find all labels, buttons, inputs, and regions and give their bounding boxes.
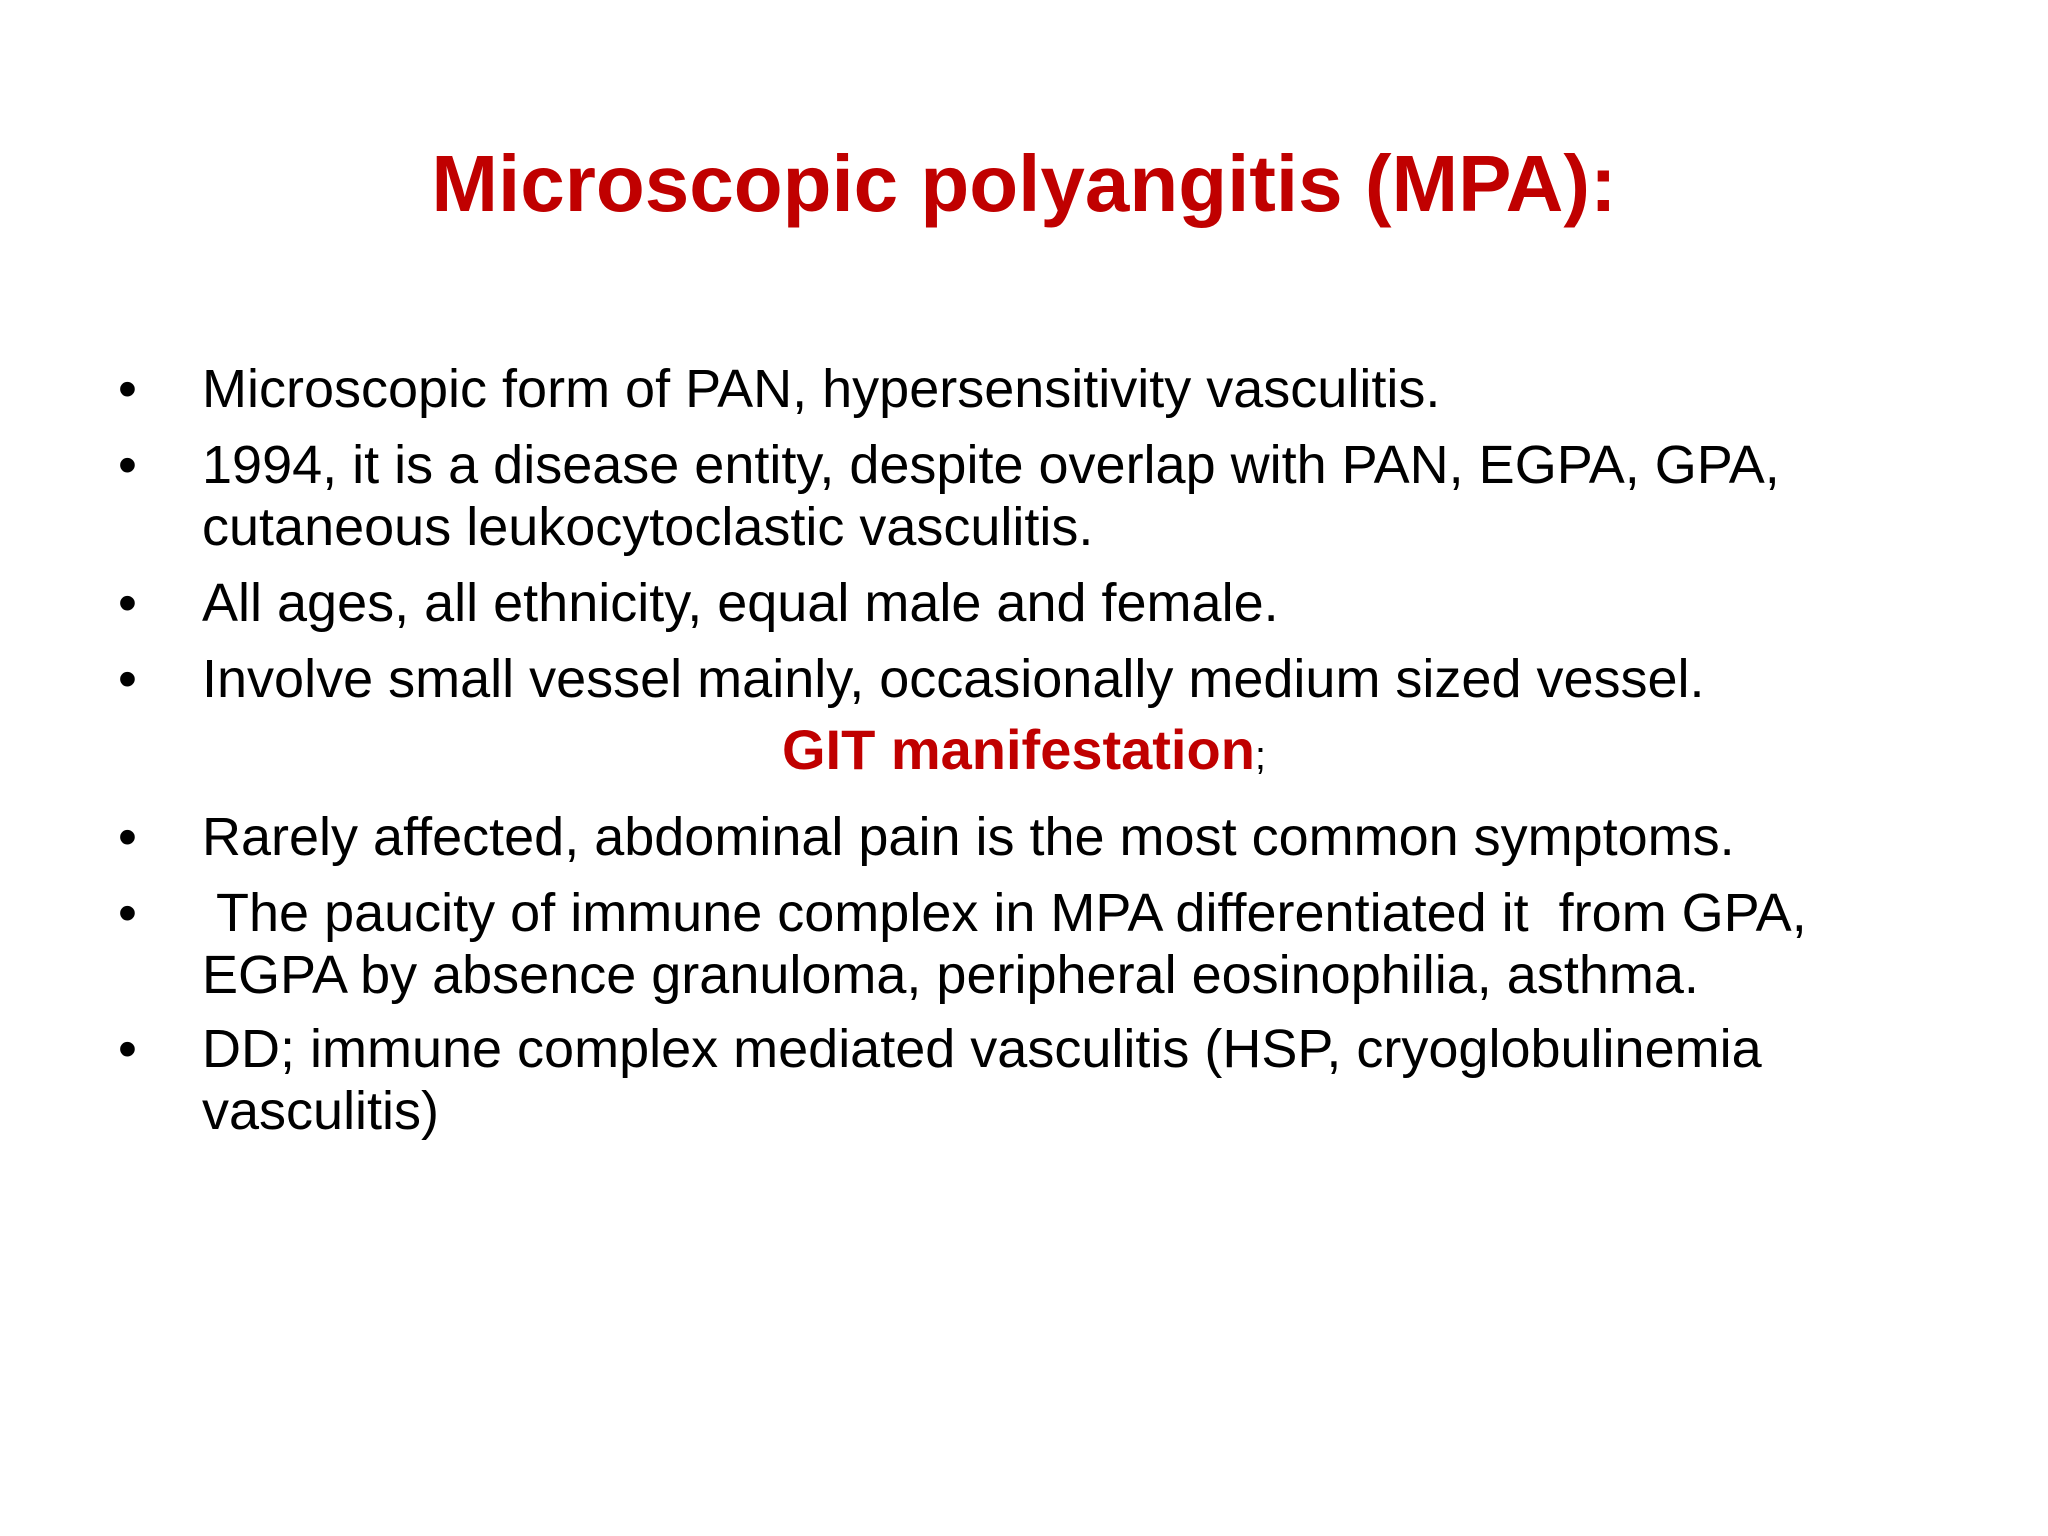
bullet-line: The paucity of immune complex in MPA differentiated it from GPA, bbox=[202, 883, 1807, 943]
bullet-line: vasculitis) bbox=[202, 1081, 440, 1141]
bullet-item-3 bbox=[202, 572, 2002, 634]
bullet-item-1 bbox=[202, 358, 2002, 420]
bullet-line: cutaneous leukocytoclastic vasculitis. bbox=[202, 497, 1094, 557]
bullet-marker: • bbox=[118, 359, 137, 419]
bullet-marker: • bbox=[118, 435, 137, 495]
bullet-line: All ages, all ethnicity, equal male and female. bbox=[202, 573, 1279, 633]
subheading-text: GIT manifestation bbox=[781, 718, 1255, 781]
bullet-marker: • bbox=[118, 883, 137, 943]
bullet-item-5 bbox=[202, 806, 2002, 868]
bullet-marker: • bbox=[118, 1019, 137, 1079]
bullet-line: Involve small vessel mainly, occasionally medium sized vessel. bbox=[202, 649, 1705, 709]
bullet-line: DD; immune complex mediated vasculitis (HSP, cryoglobulinemia bbox=[202, 1019, 1762, 1079]
bullet-line: Rarely affected, abdominal pain is the most common symptoms. bbox=[202, 807, 1735, 867]
bullet-item-4 bbox=[202, 648, 2002, 710]
bullet-item-2 bbox=[202, 434, 2002, 558]
bullet-line: 1994, it is a disease entity, despite overlap with PAN, EGPA, GPA, bbox=[202, 435, 1780, 495]
bullet-item-7 bbox=[202, 1018, 2002, 1142]
git-subheading bbox=[0, 718, 2048, 788]
bullet-line: Microscopic form of PAN, hypersensitivity vasculitis. bbox=[202, 359, 1441, 419]
bullet-marker: • bbox=[118, 649, 137, 709]
bullet-marker: • bbox=[118, 573, 137, 633]
bullet-line: EGPA by absence granuloma, peripheral eosinophilia, asthma. bbox=[202, 945, 1699, 1005]
bullet-item-6 bbox=[202, 882, 2002, 1006]
bullet-marker: • bbox=[118, 807, 137, 867]
subheading-punct: ; bbox=[1254, 734, 1267, 778]
slide-title: Microscopic polyangitis (MPA): bbox=[431, 139, 1617, 228]
